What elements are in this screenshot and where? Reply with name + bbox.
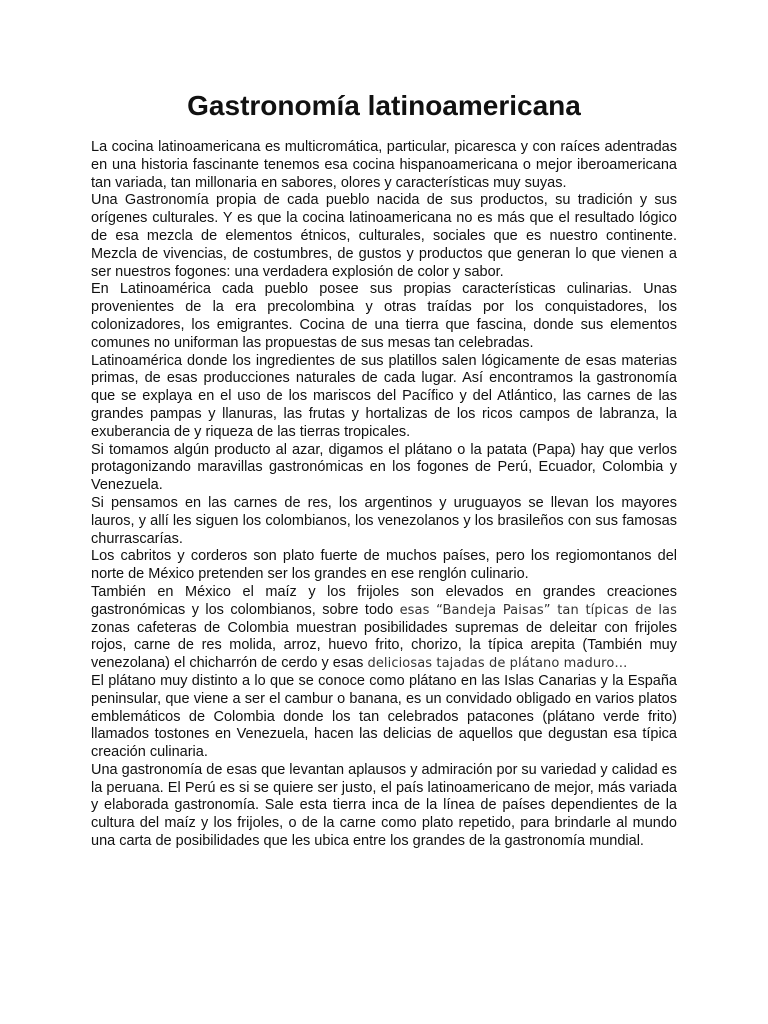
tajadas-platano-phrase: deliciosas tajadas de plátano maduro… <box>367 656 628 672</box>
paragraph-latinoamerica-pueblos: En Latinoamérica cada pueblo posee sus propias características culinarias. Unas provenientes de la era precolombina y otras traídas por los conquistadores, los colonizadores, los emigrantes. Cocina de una tierra que fascina, donde sus elementos comunes no uniforman las propuestas de sus mesas tan celebradas. <box>91 281 677 351</box>
paragraph-gastronomia-peruana: Una gastronomía de esas que levantan aplausos y admiración por su variedad y calidad es la peruana. El Perú es si se quiere ser justo, el país latinoamericano de mejor, más variada y elaborada gastronomía. Sale esta tierra inca de la línea de países dependientes de la cultura del maíz y los frijoles, o de la carne como plato repetido, para brindarle al mundo una carta de posibilidades que les ubica entre los grandes de la gastronomía mundial. <box>91 761 677 850</box>
paragraph-mexico-maiz-part-a: También en México el maíz y los frijoles son elevados en grandes creaciones gastronómicas y los colombianos, sobre todo <box>91 583 677 618</box>
paragraph-gastronomia-propia: Una Gastronomía propia de cada pueblo nacida de sus productos, su tradición y sus orígenes culturales. Y es que la cocina latinoamericana no es más que el resultado lógico de esa mezcla de elementos étnicos, culturales, sociales que es nuestro continente. Mezcla de vivencias, de costumbres, de gustos y productos que generan lo que vienen a ser nuestros fogones: una verdadera explosión de color y sabor. <box>91 192 677 280</box>
paragraph-platano-patata: Si tomamos algún producto al azar, digamos el plátano o la patata (Papa) hay que verlos protagonizando maravillas gastronómicas en los fogones de Perú, Ecuador, Colombia y Venezuela. <box>91 441 677 494</box>
paragraph-carnes-res: Si pensamos en las carnes de res, los argentinos y uruguayos se llevan los mayores lauros, y allí les siguen los colombianos, los venezolanos y los brasileños con sus famosas churrascarías. <box>91 494 677 547</box>
document-body <box>91 139 677 851</box>
bandeja-paisas-phrase: esas “Bandeja Paisas” tan típicas de las <box>399 602 677 618</box>
paragraph-mexico-maiz <box>91 584 677 673</box>
paragraph-intro: La cocina latinoamericana es multicromática, particular, picaresca y con raíces adentradas en una historia fascinante tenemos esa cocina hispanoamericana o mejor iberoamericana tan variada, tan millonaria en sabores, olores y características muy suyas. <box>91 139 677 191</box>
paragraph-mexico-maiz-part-c: zonas cafeteras de Colombia muestran posibilidades supremas de deleitar con frijoles rojos, carne de res molida, arroz, huevo frito, chorizo, la típica arepita (También muy venezolana) el chicharrón de cerdo y esas <box>91 619 677 672</box>
paragraph-ingredientes: Latinoamérica donde los ingredientes de sus platillos salen lógicamente de esas materias primas, de esas producciones naturales de cada lugar. Así encontramos la gastronomía que se explaya en el uso de los mariscos del Pacífico y del Atlántico, las carnes de las grandes pampas y llanuras, las frutas y hortalizas de los ricos campos de labranza, la exuberancia de y riqueza de las tierras tropicales. <box>91 352 677 440</box>
paragraph-platano-canarias: El plátano muy distinto a lo que se conoce como plátano en las Islas Canarias y la España peninsular, que viene a ser el cambur o banana, es un convidado obligado en varios platos emblemáticos de Colombia donde los tan celebrados patacones (plátano verde frito) llamados tostones en Venezuela, hacen las delicias de aquellos que degustan esa típica creación culinaria. <box>91 672 677 761</box>
paragraph-cabritos: Los cabritos y corderos son plato fuerte de muchos países, pero los regiomontanos del norte de México pretenden ser los grandes en ese renglón culinario. <box>91 548 677 583</box>
document-title: Gastronomía latinoamericana <box>187 90 581 121</box>
